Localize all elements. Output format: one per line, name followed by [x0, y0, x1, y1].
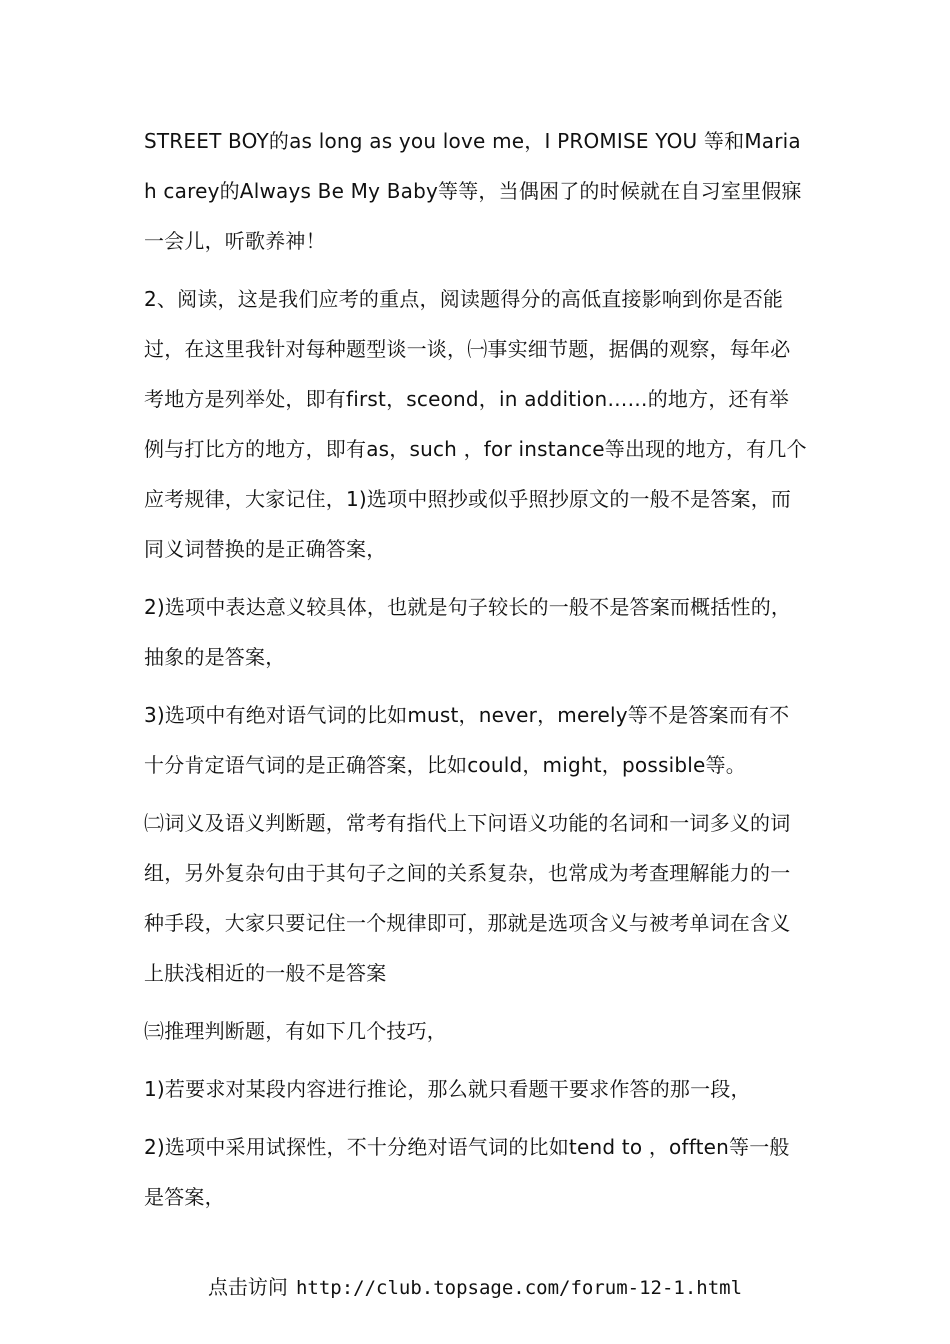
paragraph-inference-tip-2: 2)选项中采用试探性，不十分绝对语气词的比如tend to ，offten等一般是答案， — [144, 1135, 790, 1209]
paragraph-inference-tip-1: 1)若要求对某段内容进行推论，那么就只看题干要求作答的那一段， — [144, 1077, 751, 1101]
paragraph-tip-2-specific: 2)选项中表达意义较具体，也就是句子较长的一般不是答案而概括性的，抽象的是答案， — [144, 595, 792, 669]
paragraph-tip-3-absolute-words: 3)选项中有绝对语气词的比如must，never，merely等不是答案而有不十分肯定语气词的是正确答案，比如could，might，possible等。 — [144, 703, 790, 777]
paragraph-music-intro: STREET BOY的as long as you love me，I PROMISE YOU 等和Mariah carey的Always Be My Baby等等，当偶困了的时候就在自习室里假寐一会儿，听歌养神！ — [144, 129, 802, 253]
footer-label: 点击访问 — [207, 1275, 288, 1299]
page-footer — [0, 1272, 950, 1303]
paragraph-inference-heading: ㈢推理判断题，有如下几个技巧， — [144, 1019, 447, 1043]
paragraph-vocabulary-questions: ㈡词义及语义判断题，常考有指代上下问语义功能的名词和一词多义的词组，另外复杂句由于其句子之间的关系复杂，也常成为考查理解能力的一种手段，大家只要记住一个规律即可，那就是选项含义与被考单词在含义上肤浅相近的一般不是答案 — [144, 811, 791, 985]
paragraph-reading-fact-detail: 2、阅读，这是我们应考的重点，阅读题得分的高低直接影响到你是否能过，在这里我针对每种题型谈一谈，㈠事实细节题，据偶的观察，每年必考地方是列举处，即有first，sceond，in addition……的地方，还有举例与打比方的地方，即有as，such ，for instance等出现的地方，有几个应考规律，大家记住，1)选项中照抄或似乎照抄原文的一般不是答案，而同义词替换的是正确答案， — [144, 287, 807, 561]
document-body — [144, 116, 808, 1230]
footer-link[interactable]: http://club.topsage.com/forum-12-1.html — [295, 1277, 743, 1299]
